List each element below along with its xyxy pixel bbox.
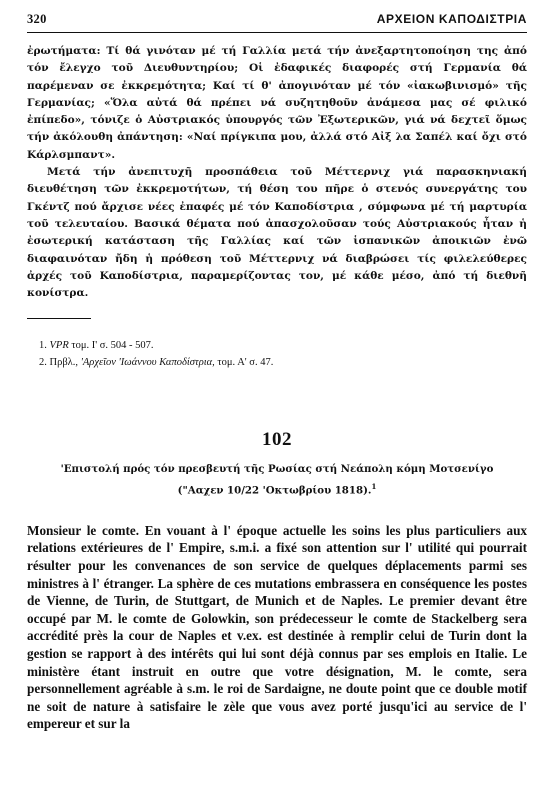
greek-text-block xyxy=(27,43,527,302)
footnote-source: 'Αρχεῖον 'Ιωάννου Καποδίστρια, xyxy=(80,357,215,369)
letter-paragraph: Monsieur le comte. En vouant à l' époque actuelle les soins les plus particuliers aux relations extérieures de l' Empire, s.m.i. a fixé son attention sur l' utilité qui pourrait résulter pour les convenances de son service de quelques déplacements parmi ses ministres à l' étranger. La sphère de ces mutations embrassera en conséquence les postes de Vienne, de Turin, de Stuttgart, de Munich et de Naples. Le premier devant être occupé par M. le comte de Golowkin, son prédecesseur le comte de Stackelberg sera accrédité près la cour de Naples et v.ex. est destinée à remplir celui de Turin dont la gestion se rapport à des intérêts qui lui sont déjà connus par ses emplois en Italie. Le ministère étant instruit en outre que votre désignation, M. le comte, sera personnellement agréable à s.m. le roi de Sardaigne, ne doute point que ce double motif ne soit de nature à satisfaire le zèle que vous avez porté jusqu'ici au service de l' empereur et sur la xyxy=(27,522,527,732)
footnote-detail: τομ. Α' σ. 47. xyxy=(214,357,274,369)
footnote-divider xyxy=(27,318,91,319)
page-number: 320 xyxy=(27,12,47,26)
letter-body xyxy=(27,522,527,733)
footnote-number: 1. xyxy=(39,340,47,352)
greek-paragraph-1: ἐρωτήματα: Τί θά γινόταν μέ τή Γαλλία μετά τήν ἀνεξαρτητοποίηση της ἀπό τόν ἔλεγχο τοῦ Διευθυντηρίου; Οἱ ἐδαφικές διαφορές στή Γερμανία θά παρέμεναν σε ἐκκρεμότητα; Καί τί θ' ἀπογινόταν μέ τόν «ἰακωβινισμό» τῆς Γερμανίας; «Ὅλα αὐτά θά πρέπει νά συζητηθοῦν ἀνάμεσα μας σέ φιλικό ἐπίπεδο», τόνιζε ὁ Αὐστριακός ὑπουργός τῶν Ἐξωτερικῶν, γιά νά δεχτεῖ ὅμως τήν ἀκόλουθη ἀπάντηση: «Ναί πρίγκιπα μου, ἀλλά στό Αἰξ λα Σαπέλ καί ὄχι στό Κάρλσμπαντ». xyxy=(27,45,527,161)
book-page xyxy=(27,12,527,792)
document-date: ("Ααχεν 10/22 'Οκτωβρίου 1818). xyxy=(177,484,372,497)
footnotes xyxy=(27,337,527,371)
document-number: 102 xyxy=(262,429,292,451)
greek-paragraph-2: Μετά τήν ἀνεπιτυχῆ προσπάθεια τοῦ Μέττερνιχ γιά παρασκηνιακή διευθέτηση τῶν ἐκκρεμοτήτων, τή θέση του πῆρε ὁ στενός συνεργάτης του Γκέντζ πού ἄρχισε νέες ἐπαφές μέ τόν Καποδίστρια , σύμφωνα μέ τή μαρτυρία τοῦ τελευταίου. Βασικά θέματα πού ἀπασχολοῦσαν τούς Αὐστριακούς ἦταν ἡ ἐσωτερική κατάσταση τῆς Γαλλίας καί τῶν ἱσπανικῶν ἀποικιῶν ἐνῶ διαφαινόταν ἤδη ἡ πρόθεση τοῦ Μέττερνιχ νά διαβρώσει τίς φιλελεύθερες ἀρχές τοῦ Καποδίστρια, παραμερίζοντας τον, μέ κάθε μέσο, ἀπό τή διεθνῆ κονίστρα. xyxy=(27,166,527,300)
footnote-detail: τομ. Ι' σ. 504 - 507. xyxy=(68,340,154,352)
footnote-prefix: Πρβλ., xyxy=(49,357,81,369)
running-title: ΑΡΧΕΙΟΝ ΚΑΠΟΔΙΣΤΡΙΑ xyxy=(376,12,527,26)
footnote-2 xyxy=(27,354,527,371)
document-heading-line-2 xyxy=(41,478,513,499)
document-heading xyxy=(27,461,527,499)
document-heading-line-1: 'Επιστολή πρός τόν πρεσβευτή τῆς Ρωσίας στή Νεάπολη κόμη Μοτσενίγο xyxy=(60,463,494,476)
heading-footnote-mark: 1 xyxy=(371,482,377,492)
page-header xyxy=(27,12,527,33)
footnote-number: 2. xyxy=(39,357,47,369)
footnote-source: VPR xyxy=(49,340,69,352)
footnote-1 xyxy=(27,337,527,354)
